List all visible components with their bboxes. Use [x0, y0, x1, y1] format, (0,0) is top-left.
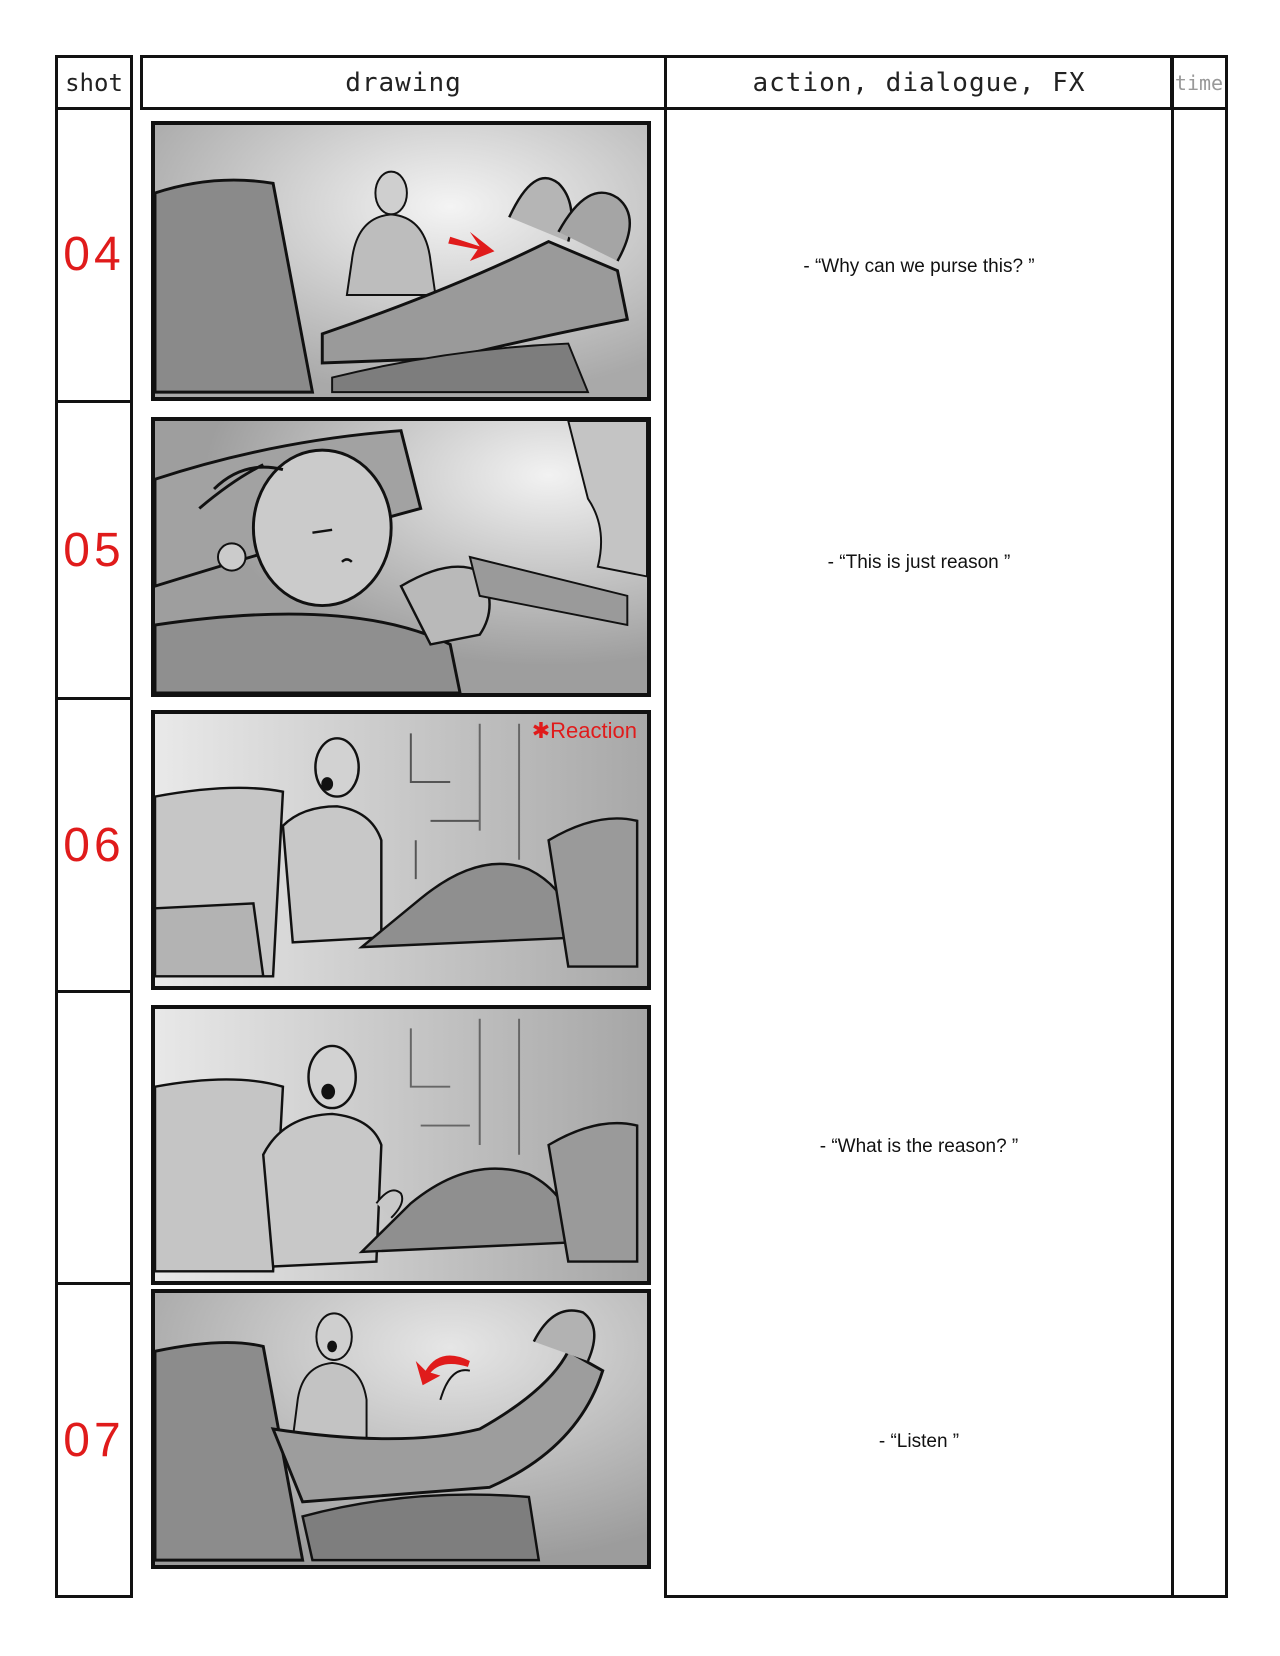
- dialogue-text: - “Listen ”: [878, 1431, 960, 1452]
- storyboard-panel: [151, 1289, 651, 1569]
- shot-cell: [58, 993, 130, 1285]
- shot-cell: [58, 700, 130, 993]
- header-time: time: [1170, 55, 1228, 110]
- shot-cell: [58, 1285, 130, 1595]
- shot-column: [55, 108, 133, 1598]
- action-column: [664, 108, 1174, 1598]
- panel-sketch: [155, 125, 647, 397]
- panel-sketch: [155, 421, 647, 693]
- storyboard-panel: [151, 710, 651, 990]
- panel-sketch: [155, 714, 647, 986]
- shot-number: 05: [63, 523, 125, 577]
- shot-number: 06: [63, 818, 125, 872]
- time-column: [1170, 108, 1228, 1598]
- storyboard-panel: [151, 417, 651, 697]
- dialogue-text: - “This is just reason ”: [827, 552, 1011, 573]
- storyboard-panel: [151, 121, 651, 401]
- shot-number: 07: [63, 1413, 125, 1467]
- reaction-note: ✱Reaction: [531, 718, 637, 743]
- shot-number: 04: [63, 227, 125, 281]
- panel-sketch: [155, 1009, 647, 1281]
- dialogue-text: - “Why can we purse this? ”: [803, 256, 1035, 277]
- storyboard-panel: [151, 1005, 651, 1285]
- header-drawing: drawing: [140, 55, 667, 110]
- header-shot: shot: [55, 55, 133, 110]
- shot-cell: [58, 108, 130, 403]
- shot-cell: [58, 403, 130, 700]
- header-action-dialogue-fx: action, dialogue, FX: [664, 55, 1174, 110]
- dialogue-text: - “What is the reason? ”: [819, 1136, 1019, 1157]
- panel-sketch: [155, 1293, 647, 1565]
